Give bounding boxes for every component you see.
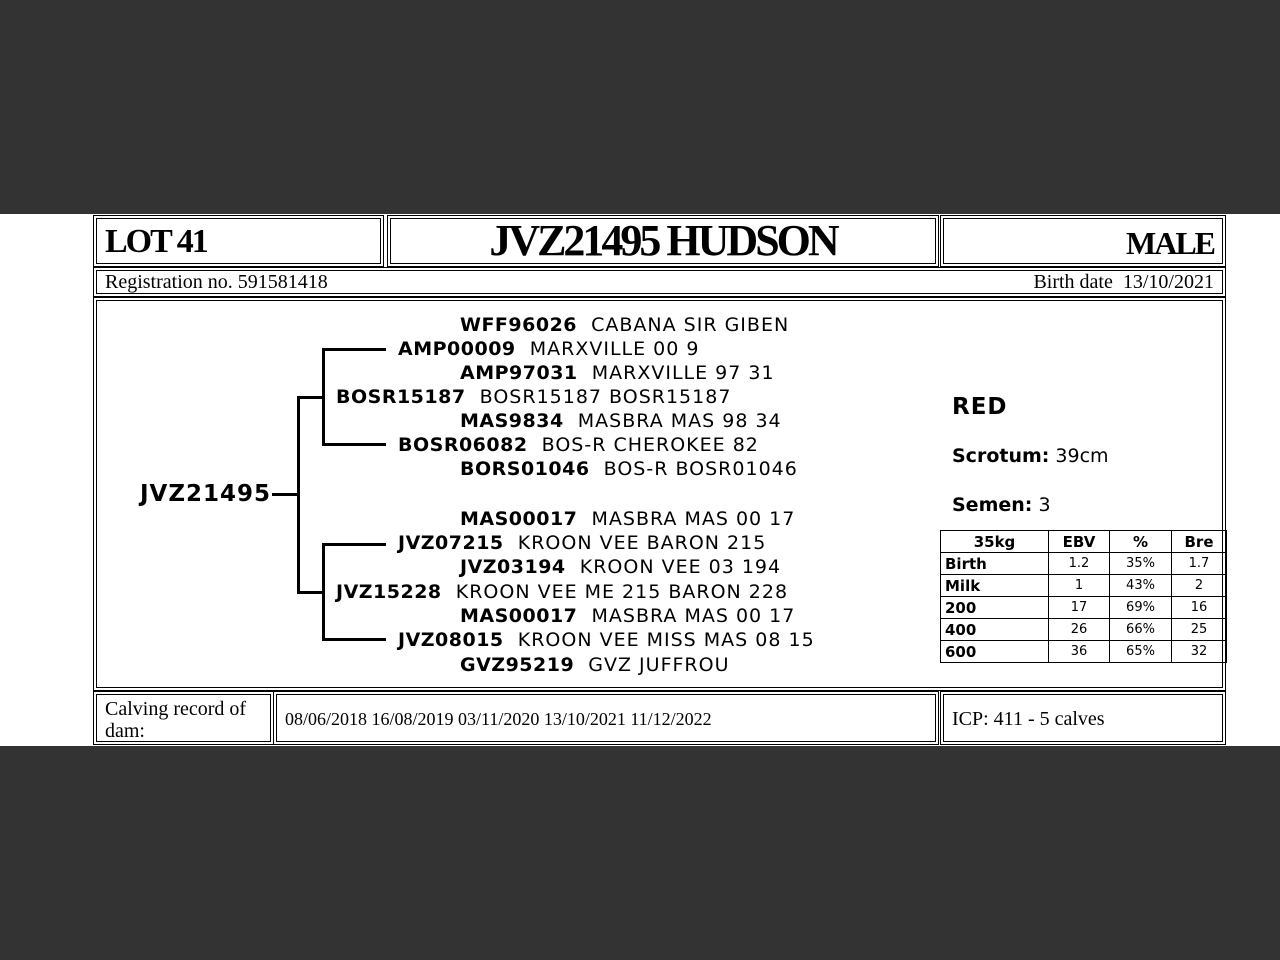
ebv-percent: 43%: [1110, 575, 1172, 597]
ebv-percent: 35%: [1110, 553, 1172, 575]
ebv-breed: 25: [1172, 619, 1227, 641]
pedigree-sire-dam-sire: [460, 409, 782, 433]
pedigree-dam-dam-sire: [460, 604, 795, 628]
pedigree-name: MASBRA MAS 00 17: [591, 508, 796, 530]
pedigree-name: MARXVILLE 97 31: [591, 362, 775, 384]
ebv-header-cell: EBV: [1049, 531, 1110, 553]
pedigree-line: [297, 396, 324, 399]
pedigree-subject: JVZ21495: [140, 481, 272, 507]
pedigree-sire-dam-dam: [460, 457, 798, 481]
pedigree-name: CABANA SIR GIBEN: [591, 314, 790, 336]
ebv-row-label: Birth: [941, 553, 1049, 575]
calving-record-dates: 08/06/2018 16/08/2019 03/11/2020 13/10/2021 11/12/2022: [276, 694, 936, 742]
registration-row: [96, 270, 1223, 294]
birth-date-label: Birth date: [1033, 271, 1113, 293]
birth-date-group: [1033, 271, 1214, 293]
pedigree-line: [322, 543, 386, 546]
ebv-row: [941, 619, 1227, 641]
pedigree-name: MARXVILLE 00 9: [529, 338, 700, 360]
ebv-percent: 66%: [1110, 619, 1172, 641]
pedigree-name: KROON VEE ME 215 BARON 228: [455, 581, 789, 603]
pedigree-dam-sire-sire: [460, 507, 795, 531]
calving-record-label: Calving record of dam:: [96, 694, 271, 742]
pedigree-name: BOS-R BOSR01046: [603, 458, 798, 480]
pedigree-id: JVZ03194: [460, 556, 566, 578]
scrotum-info: [952, 445, 1109, 467]
pedigree-line: [322, 543, 325, 641]
ebv-row: [941, 553, 1227, 575]
ebv-value: 26: [1049, 619, 1110, 641]
pedigree-id: BORS01046: [460, 458, 590, 480]
ebv-value: 1.2: [1049, 553, 1110, 575]
birth-date-value: 13/10/2021: [1122, 271, 1214, 293]
pedigree-id: GVZ95219: [460, 654, 575, 676]
ebv-header-cell: Bre: [1172, 531, 1227, 553]
ebv-percent: 65%: [1110, 641, 1172, 663]
ebv-header-cell: 35kg: [941, 531, 1049, 553]
ebv-row-label: 400: [941, 619, 1049, 641]
ebv-value: 1: [1049, 575, 1110, 597]
pedigree-line: [322, 638, 386, 641]
pedigree-name: KROON VEE MISS MAS 08 15: [517, 629, 815, 651]
pedigree-line: [272, 493, 298, 496]
lot-card: [0, 214, 1280, 746]
pedigree-id: JVZ07215: [398, 532, 504, 554]
pedigree-line: [322, 348, 386, 351]
ebv-row: [941, 575, 1227, 597]
pedigree-name: MASBRA MAS 00 17: [591, 605, 796, 627]
pedigree-dam-dam: [398, 628, 815, 652]
pedigree-sire-sire: [398, 337, 699, 361]
pedigree-sire-sire-dam: [460, 361, 775, 385]
pedigree-id: AMP00009: [398, 338, 516, 360]
ebv-value: 36: [1049, 641, 1110, 663]
pedigree-sire: [336, 385, 731, 409]
pedigree-dam: [336, 580, 788, 604]
pedigree-dam-dam-dam: [460, 653, 730, 677]
pedigree-dam-sire-dam: [460, 555, 781, 579]
ebv-header-cell: %: [1110, 531, 1172, 553]
ebv-breed: 16: [1172, 597, 1227, 619]
pedigree-id: MAS9834: [460, 410, 564, 432]
ebv-row-label: 200: [941, 597, 1049, 619]
pedigree-id: BOSR15187: [336, 386, 466, 408]
pedigree-line: [322, 348, 325, 446]
pedigree-name: BOS-R CHEROKEE 82: [541, 434, 759, 456]
ebv-breed: 1.7: [1172, 553, 1227, 575]
semen-info: [952, 494, 1051, 516]
pedigree-id: JVZ08015: [398, 629, 504, 651]
ebv-value: 17: [1049, 597, 1110, 619]
pedigree-name: KROON VEE 03 194: [579, 556, 782, 578]
pedigree-id: MAS00017: [460, 605, 578, 627]
animal-title: JVZ21495 HUDSON: [390, 218, 936, 264]
ebv-percent: 69%: [1110, 597, 1172, 619]
icp-summary: ICP: 411 - 5 calves: [943, 694, 1223, 742]
ebv-table: [940, 530, 1227, 663]
semen-value: 3: [1038, 494, 1051, 516]
pedigree-dam-sire: [398, 531, 766, 555]
ebv-breed: 32: [1172, 641, 1227, 663]
ebv-row: [941, 641, 1227, 663]
registration-number: Registration no. 591581418: [105, 271, 328, 293]
lot-number: LOT 41: [96, 218, 381, 264]
pedigree-line: [297, 591, 324, 594]
pedigree-sire-dam: [398, 433, 759, 457]
pedigree-id: WFF96026: [460, 314, 578, 336]
pedigree-name: MASBRA MAS 98 34: [577, 410, 782, 432]
ebv-row-label: Milk: [941, 575, 1049, 597]
pedigree-id: BOSR06082: [398, 434, 528, 456]
pedigree-line: [297, 396, 300, 594]
pedigree-name: BOSR15187 BOSR15187: [479, 386, 732, 408]
ebv-breed: 2: [1172, 575, 1227, 597]
scrotum-value: 39cm: [1055, 445, 1109, 467]
pedigree-name: GVZ JUFFROU: [588, 654, 730, 676]
ebv-header-row: [941, 531, 1227, 553]
animal-color: RED: [952, 394, 1008, 420]
semen-label: Semen:: [952, 494, 1033, 516]
pedigree-id: MAS00017: [460, 508, 578, 530]
pedigree-id: AMP97031: [460, 362, 578, 384]
pedigree-sire-sire-sire: [460, 313, 789, 337]
ebv-row: [941, 597, 1227, 619]
pedigree-line: [322, 443, 386, 446]
animal-sex: MALE: [943, 218, 1223, 264]
ebv-row-label: 600: [941, 641, 1049, 663]
pedigree-id: JVZ15228: [336, 581, 442, 603]
scrotum-label: Scrotum:: [952, 445, 1050, 467]
pedigree-name: KROON VEE BARON 215: [517, 532, 767, 554]
